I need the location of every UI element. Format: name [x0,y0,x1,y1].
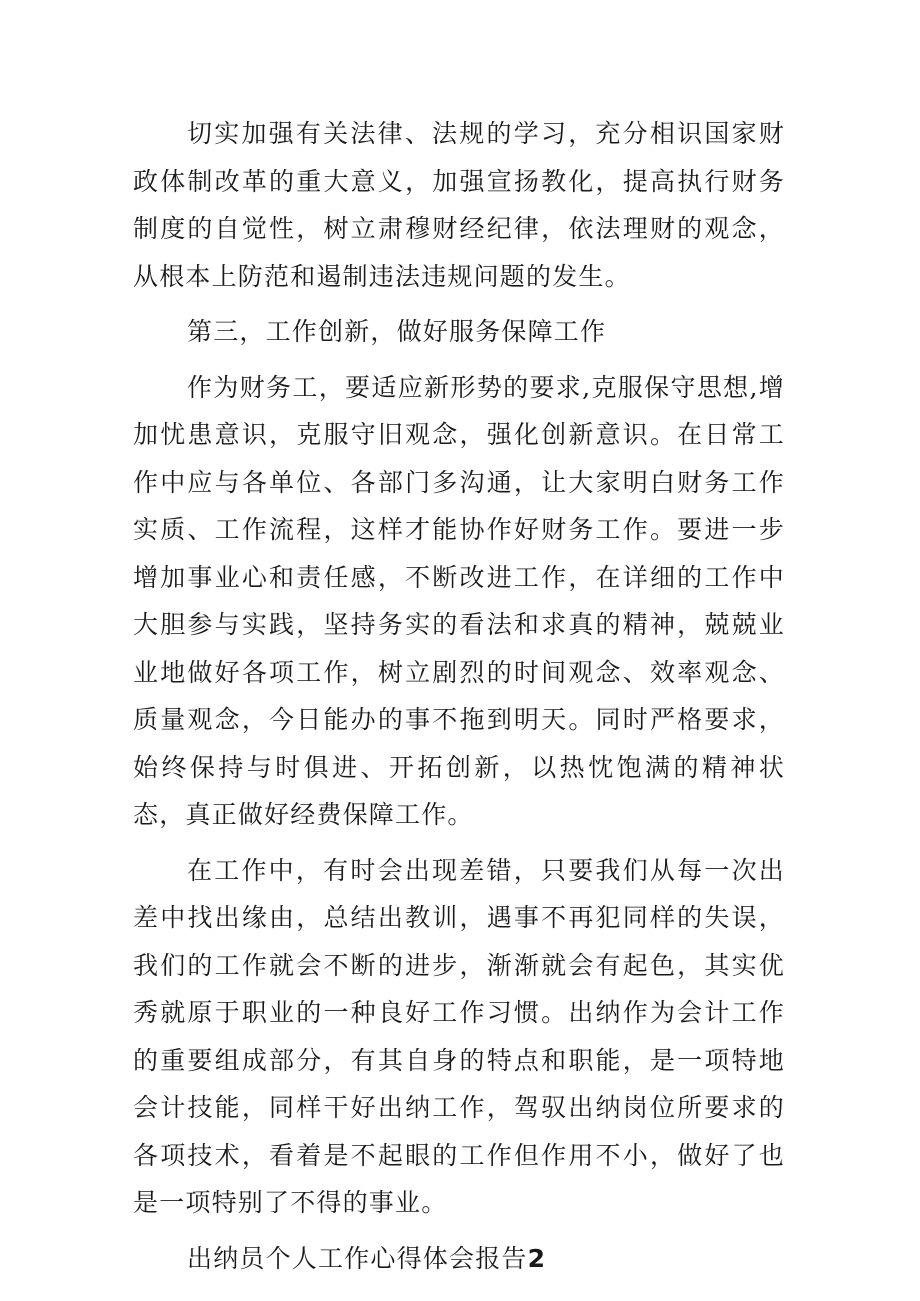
document-body [133,110,785,1290]
report-title-number: 2 [527,1243,547,1273]
paragraph-legal-study: 切实加强有关法律、法规的学习，充分相识国家财政体制改革的重大意义，加强宣扬教化，提高执行财务制度的自觉性，树立肃穆财经纪律，依法理财的观念，从根本上防范和遏制违法违规问题的发生。 [133,119,785,291]
report-title-text: 出纳员个人工作心得体会报告 [187,1243,528,1273]
report-title [133,1235,785,1283]
paragraph-innovation: 作为财务工，要适应新形势的要求,克服保守思想,增加忧患意识，克服守旧观念，强化创新意识。在日常工作中应与各单位、各部门多沟通，让大家明白财务工作实质、工作流程，这样才能协作好财务工作。要进一步增加事业心和责任感，不断改进工作，在详细的工作中大胆参与实践，坚持务实的看法和求真的精神，兢兢业业地做好各项工作，树立剧烈的时间观念、效率观念、质量观念，今日能办的事不拖到明天。同时严格要求，始终保持与时俱进、开拓创新，以热忱饱满的精神状态，真正做好经费保障工作。 [133,372,785,829]
section-heading-innovation: 第三，工作创新，做好服务保障工作 [187,317,607,346]
paragraph-work-habits: 在工作中，有时会出现差错，只要我们从每一次出差中找出缘由，总结出教训，遇事不再犯同样的失误，我们的工作就会不断的进步，渐渐就会有起色，其实优秀就原于职业的一种良好工作习惯。出纳作为会计工作的重要组成部分，有其自身的特点和职能，是一项特地会计技能，同样干好出纳工作，驾驭出纳岗位所要求的各项技术，看着是不起眼的工作但作用不小，做好了也是一项特别了不得的事业。 [133,855,785,1217]
